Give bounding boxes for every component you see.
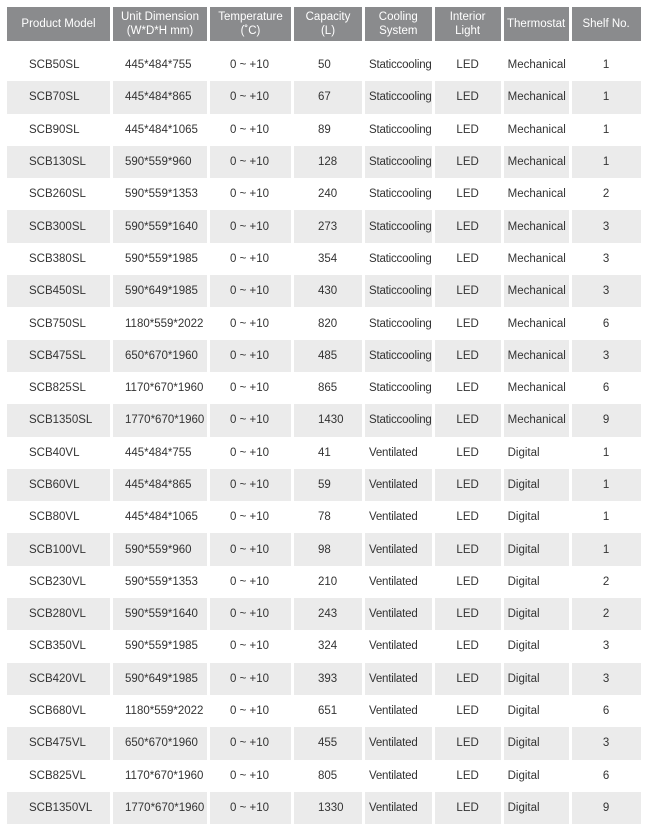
cell-temperature: 0 ~ +10 — [210, 469, 291, 501]
cell-temperature: 0 ~ +10 — [210, 372, 291, 404]
table-body — [7, 41, 641, 824]
cell-cooling-system: Staticcooling — [365, 372, 432, 404]
cell-cooling-system: Staticcooling — [365, 81, 432, 113]
cell-interior-light: LED — [435, 501, 501, 533]
cell-product-model: SCB130SL — [7, 146, 110, 178]
header-line-1: Capacity — [305, 11, 351, 23]
cell-product-model: SCB70SL — [7, 81, 110, 113]
cell-thermostat: Digital — [504, 437, 569, 469]
cell-thermostat: Mechanical — [504, 41, 569, 81]
header-line-2: System — [379, 25, 418, 37]
cell-temperature: 0 ~ +10 — [210, 792, 291, 824]
cell-shelf-no: 3 — [572, 243, 641, 275]
table-row — [7, 630, 641, 662]
cell-product-model: SCB825VL — [7, 760, 110, 792]
cell-interior-light: LED — [435, 437, 501, 469]
table-row — [7, 566, 641, 598]
cell-shelf-no: 6 — [572, 372, 641, 404]
cell-cooling-system: Staticcooling — [365, 243, 432, 275]
cell-cooling-system: Ventilated — [365, 566, 432, 598]
cell-product-model: SCB50SL — [7, 41, 110, 81]
header-line-1: Thermostat — [507, 18, 566, 30]
table-row — [7, 41, 641, 81]
cell-capacity: 210 — [294, 566, 362, 598]
cell-interior-light: LED — [435, 792, 501, 824]
cell-product-model: SCB100VL — [7, 533, 110, 565]
table-row — [7, 404, 641, 436]
cell-shelf-no: 1 — [572, 469, 641, 501]
cell-unit-dimension: 590*559*1985 — [113, 630, 207, 662]
cell-thermostat: Digital — [504, 501, 569, 533]
header-line-2: (˚C) — [240, 25, 261, 37]
cell-unit-dimension: 590*649*1985 — [113, 663, 207, 695]
cell-capacity: 89 — [294, 114, 362, 146]
cell-product-model: SCB825SL — [7, 372, 110, 404]
cell-temperature: 0 ~ +10 — [210, 598, 291, 630]
cell-interior-light: LED — [435, 178, 501, 210]
cell-cooling-system: Staticcooling — [365, 275, 432, 307]
cell-product-model: SCB230VL — [7, 566, 110, 598]
cell-temperature: 0 ~ +10 — [210, 727, 291, 759]
cell-capacity: 128 — [294, 146, 362, 178]
cell-shelf-no: 3 — [572, 727, 641, 759]
cell-unit-dimension: 590*559*1640 — [113, 598, 207, 630]
header-capacity — [294, 7, 362, 41]
cell-interior-light: LED — [435, 469, 501, 501]
cell-unit-dimension: 590*559*960 — [113, 146, 207, 178]
cell-unit-dimension: 590*559*1353 — [113, 178, 207, 210]
cell-capacity: 273 — [294, 210, 362, 242]
cell-temperature: 0 ~ +10 — [210, 243, 291, 275]
cell-capacity: 1330 — [294, 792, 362, 824]
cell-interior-light: LED — [435, 695, 501, 727]
header-line-1: Shelf No. — [582, 18, 630, 30]
cell-cooling-system: Staticcooling — [365, 307, 432, 339]
cell-cooling-system: Ventilated — [365, 663, 432, 695]
cell-capacity: 805 — [294, 760, 362, 792]
table-row — [7, 372, 641, 404]
cell-interior-light: LED — [435, 307, 501, 339]
cell-product-model: SCB350VL — [7, 630, 110, 662]
table-row — [7, 792, 641, 824]
table-row — [7, 178, 641, 210]
cell-capacity: 820 — [294, 307, 362, 339]
cell-unit-dimension: 1770*670*1960 — [113, 792, 207, 824]
table-row — [7, 760, 641, 792]
cell-temperature: 0 ~ +10 — [210, 41, 291, 81]
cell-capacity: 651 — [294, 695, 362, 727]
cell-unit-dimension: 1180*559*2022 — [113, 307, 207, 339]
cell-thermostat: Mechanical — [504, 372, 569, 404]
cell-interior-light: LED — [435, 210, 501, 242]
cell-product-model: SCB1350VL — [7, 792, 110, 824]
cell-cooling-system: Ventilated — [365, 792, 432, 824]
cell-shelf-no: 3 — [572, 663, 641, 695]
cell-temperature: 0 ~ +10 — [210, 663, 291, 695]
cell-interior-light: LED — [435, 566, 501, 598]
cell-product-model: SCB40VL — [7, 437, 110, 469]
header-row — [7, 7, 641, 41]
cell-unit-dimension: 590*559*960 — [113, 533, 207, 565]
cell-shelf-no: 6 — [572, 760, 641, 792]
table-row — [7, 243, 641, 275]
cell-temperature: 0 ~ +10 — [210, 146, 291, 178]
cell-unit-dimension: 445*484*865 — [113, 81, 207, 113]
cell-product-model: SCB60VL — [7, 469, 110, 501]
cell-cooling-system: Ventilated — [365, 760, 432, 792]
cell-temperature: 0 ~ +10 — [210, 404, 291, 436]
cell-shelf-no: 1 — [572, 437, 641, 469]
cell-shelf-no: 2 — [572, 566, 641, 598]
cell-unit-dimension: 445*484*865 — [113, 469, 207, 501]
cell-cooling-system: Ventilated — [365, 727, 432, 759]
cell-interior-light: LED — [435, 114, 501, 146]
cell-thermostat: Mechanical — [504, 178, 569, 210]
cell-shelf-no: 1 — [572, 114, 641, 146]
cell-capacity: 243 — [294, 598, 362, 630]
header-line-1: Product Model — [21, 18, 96, 30]
cell-interior-light: LED — [435, 372, 501, 404]
cell-temperature: 0 ~ +10 — [210, 340, 291, 372]
header-line-1: Temperature — [218, 11, 283, 23]
cell-interior-light: LED — [435, 81, 501, 113]
cell-shelf-no: 2 — [572, 178, 641, 210]
cell-unit-dimension: 590*649*1985 — [113, 275, 207, 307]
table-row — [7, 114, 641, 146]
cell-capacity: 240 — [294, 178, 362, 210]
header-line-2: (W*D*H mm) — [126, 25, 194, 37]
cell-thermostat: Digital — [504, 792, 569, 824]
cell-temperature: 0 ~ +10 — [210, 307, 291, 339]
cell-thermostat: Digital — [504, 760, 569, 792]
table-row — [7, 469, 641, 501]
cell-product-model: SCB300SL — [7, 210, 110, 242]
cell-capacity: 865 — [294, 372, 362, 404]
table-row — [7, 146, 641, 178]
cell-shelf-no: 3 — [572, 210, 641, 242]
cell-cooling-system: Staticcooling — [365, 146, 432, 178]
cell-capacity: 41 — [294, 437, 362, 469]
table-row — [7, 275, 641, 307]
cell-thermostat: Mechanical — [504, 275, 569, 307]
header-temperature — [210, 7, 291, 41]
header-line-2: Light — [455, 25, 481, 37]
cell-product-model: SCB260SL — [7, 178, 110, 210]
table-header — [7, 7, 641, 41]
cell-unit-dimension: 590*559*1353 — [113, 566, 207, 598]
cell-thermostat: Digital — [504, 663, 569, 695]
header-line-2: (L) — [320, 25, 336, 37]
cell-capacity: 1430 — [294, 404, 362, 436]
cell-cooling-system: Staticcooling — [365, 210, 432, 242]
cell-product-model: SCB750SL — [7, 307, 110, 339]
cell-interior-light: LED — [435, 41, 501, 81]
cell-unit-dimension: 445*484*755 — [113, 437, 207, 469]
cell-temperature: 0 ~ +10 — [210, 437, 291, 469]
header-line-1: Cooling — [378, 11, 418, 23]
table-row — [7, 210, 641, 242]
cell-unit-dimension: 650*670*1960 — [113, 727, 207, 759]
header-unit-dimension — [113, 7, 207, 41]
cell-temperature: 0 ~ +10 — [210, 210, 291, 242]
cell-cooling-system: Ventilated — [365, 630, 432, 662]
cell-cooling-system: Staticcooling — [365, 41, 432, 81]
cell-interior-light: LED — [435, 598, 501, 630]
cell-thermostat: Mechanical — [504, 114, 569, 146]
cell-shelf-no: 6 — [572, 307, 641, 339]
table-row — [7, 340, 641, 372]
cell-capacity: 324 — [294, 630, 362, 662]
cell-shelf-no: 6 — [572, 695, 641, 727]
cell-capacity: 393 — [294, 663, 362, 695]
cell-thermostat: Digital — [504, 630, 569, 662]
cell-temperature: 0 ~ +10 — [210, 695, 291, 727]
cell-temperature: 0 ~ +10 — [210, 81, 291, 113]
cell-unit-dimension: 1770*670*1960 — [113, 404, 207, 436]
cell-temperature: 0 ~ +10 — [210, 630, 291, 662]
cell-thermostat: Mechanical — [504, 210, 569, 242]
cell-thermostat: Digital — [504, 695, 569, 727]
table-row — [7, 501, 641, 533]
cell-product-model: SCB280VL — [7, 598, 110, 630]
cell-interior-light: LED — [435, 630, 501, 662]
cell-thermostat: Digital — [504, 598, 569, 630]
cell-temperature: 0 ~ +10 — [210, 114, 291, 146]
cell-product-model: SCB450SL — [7, 275, 110, 307]
cell-cooling-system: Staticcooling — [365, 114, 432, 146]
table-row — [7, 695, 641, 727]
cell-product-model: SCB475VL — [7, 727, 110, 759]
cell-interior-light: LED — [435, 727, 501, 759]
cell-shelf-no: 1 — [572, 533, 641, 565]
cell-shelf-no: 9 — [572, 404, 641, 436]
header-cooling-system — [365, 7, 432, 41]
cell-cooling-system: Ventilated — [365, 501, 432, 533]
cell-thermostat: Digital — [504, 469, 569, 501]
cell-unit-dimension: 445*484*1065 — [113, 501, 207, 533]
cell-interior-light: LED — [435, 340, 501, 372]
cell-capacity: 67 — [294, 81, 362, 113]
header-interior-light — [435, 7, 501, 41]
cell-interior-light: LED — [435, 146, 501, 178]
cell-shelf-no: 3 — [572, 275, 641, 307]
table-row — [7, 307, 641, 339]
cell-unit-dimension: 1170*670*1960 — [113, 760, 207, 792]
cell-temperature: 0 ~ +10 — [210, 178, 291, 210]
cell-shelf-no: 2 — [572, 598, 641, 630]
cell-shelf-no: 3 — [572, 340, 641, 372]
header-line-1: Unit Dimension — [121, 11, 199, 23]
table-row — [7, 533, 641, 565]
header-shelf-no — [572, 7, 641, 41]
cell-capacity: 485 — [294, 340, 362, 372]
cell-interior-light: LED — [435, 243, 501, 275]
cell-capacity: 98 — [294, 533, 362, 565]
cell-thermostat: Mechanical — [504, 243, 569, 275]
cell-shelf-no: 3 — [572, 630, 641, 662]
cell-thermostat: Digital — [504, 533, 569, 565]
cell-unit-dimension: 445*484*755 — [113, 41, 207, 81]
table-row — [7, 598, 641, 630]
cell-temperature: 0 ~ +10 — [210, 566, 291, 598]
cell-thermostat: Mechanical — [504, 404, 569, 436]
cell-shelf-no: 1 — [572, 41, 641, 81]
cell-capacity: 455 — [294, 727, 362, 759]
table-row — [7, 663, 641, 695]
header-line-1: Interior — [449, 11, 486, 23]
cell-shelf-no: 1 — [572, 146, 641, 178]
cell-cooling-system: Staticcooling — [365, 340, 432, 372]
cell-temperature: 0 ~ +10 — [210, 760, 291, 792]
cell-interior-light: LED — [435, 404, 501, 436]
cell-capacity: 78 — [294, 501, 362, 533]
cell-product-model: SCB475SL — [7, 340, 110, 372]
cell-unit-dimension: 1180*559*2022 — [113, 695, 207, 727]
cell-product-model: SCB680VL — [7, 695, 110, 727]
cell-product-model: SCB1350SL — [7, 404, 110, 436]
cell-product-model: SCB80VL — [7, 501, 110, 533]
cell-thermostat: Mechanical — [504, 340, 569, 372]
cell-temperature: 0 ~ +10 — [210, 275, 291, 307]
header-thermostat — [504, 7, 569, 41]
cell-interior-light: LED — [435, 760, 501, 792]
cell-temperature: 0 ~ +10 — [210, 501, 291, 533]
cell-unit-dimension: 1170*670*1960 — [113, 372, 207, 404]
product-spec-table — [4, 7, 644, 824]
cell-capacity: 354 — [294, 243, 362, 275]
cell-cooling-system: Ventilated — [365, 598, 432, 630]
table-row — [7, 81, 641, 113]
cell-cooling-system: Ventilated — [365, 695, 432, 727]
cell-unit-dimension: 590*559*1985 — [113, 243, 207, 275]
table-row — [7, 727, 641, 759]
cell-unit-dimension: 590*559*1640 — [113, 210, 207, 242]
cell-interior-light: LED — [435, 533, 501, 565]
cell-cooling-system: Staticcooling — [365, 178, 432, 210]
cell-shelf-no: 1 — [572, 81, 641, 113]
cell-thermostat: Mechanical — [504, 307, 569, 339]
cell-shelf-no: 9 — [572, 792, 641, 824]
cell-capacity: 59 — [294, 469, 362, 501]
cell-temperature: 0 ~ +10 — [210, 533, 291, 565]
cell-thermostat: Digital — [504, 727, 569, 759]
cell-thermostat: Mechanical — [504, 146, 569, 178]
cell-capacity: 50 — [294, 41, 362, 81]
header-product-model — [7, 7, 110, 41]
cell-cooling-system: Staticcooling — [365, 404, 432, 436]
cell-capacity: 430 — [294, 275, 362, 307]
cell-cooling-system: Ventilated — [365, 533, 432, 565]
cell-product-model: SCB420VL — [7, 663, 110, 695]
cell-interior-light: LED — [435, 663, 501, 695]
cell-product-model: SCB90SL — [7, 114, 110, 146]
cell-thermostat: Digital — [504, 566, 569, 598]
cell-shelf-no: 1 — [572, 501, 641, 533]
cell-unit-dimension: 445*484*1065 — [113, 114, 207, 146]
cell-product-model: SCB380SL — [7, 243, 110, 275]
cell-interior-light: LED — [435, 275, 501, 307]
cell-unit-dimension: 650*670*1960 — [113, 340, 207, 372]
cell-thermostat: Mechanical — [504, 81, 569, 113]
cell-cooling-system: Ventilated — [365, 469, 432, 501]
table-row — [7, 437, 641, 469]
cell-cooling-system: Ventilated — [365, 437, 432, 469]
